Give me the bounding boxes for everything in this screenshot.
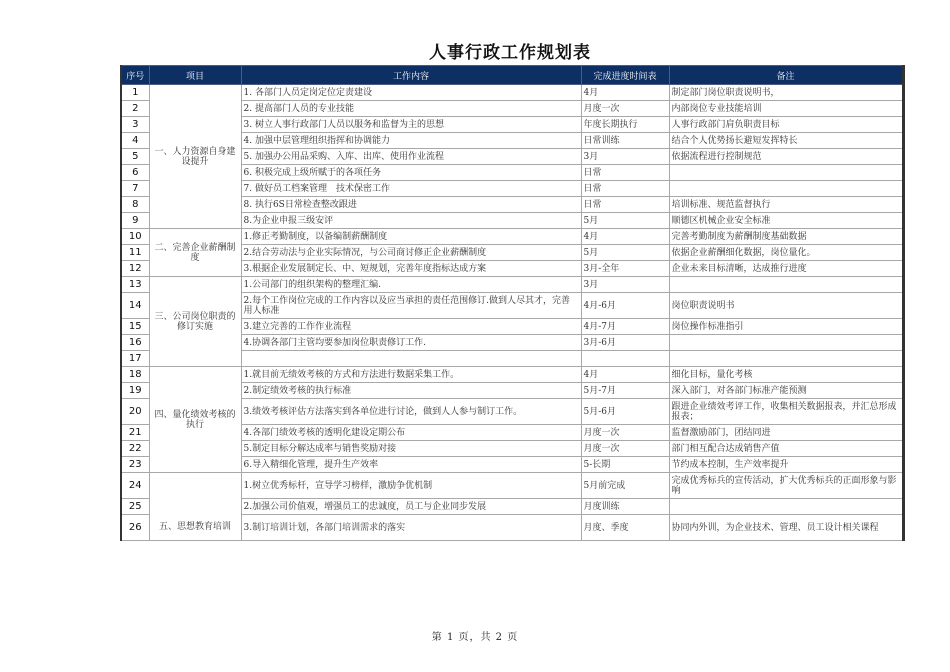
schedule-cell: 5月-6月 xyxy=(581,399,669,425)
note-cell: 部门相互配合达成销售产值 xyxy=(669,441,903,457)
note-cell: 节约成本控制，生产效率提升 xyxy=(669,457,903,473)
schedule-cell: 月度一次 xyxy=(581,425,669,441)
content-cell xyxy=(241,351,581,367)
row-num: 8 xyxy=(121,197,149,213)
header-num: 序号 xyxy=(121,66,149,85)
row-num: 2 xyxy=(121,101,149,117)
row-num: 12 xyxy=(121,261,149,277)
table-row xyxy=(121,473,903,499)
content-cell: 5. 加强办公用品采购、入库、出库、使用作业流程 xyxy=(241,149,581,165)
schedule-cell xyxy=(581,351,669,367)
schedule-cell: 4月-7月 xyxy=(581,319,669,335)
note-cell: 企业未来目标清晰，达成推行进度 xyxy=(669,261,903,277)
table-header-row xyxy=(121,66,903,85)
content-cell: 4.协调各部门主管均要参加岗位职责修订工作. xyxy=(241,335,581,351)
note-cell: 顺德区机械企业安全标准 xyxy=(669,213,903,229)
row-num: 17 xyxy=(121,351,149,367)
content-cell: 2.每个工作岗位完成的工作内容以及应当承担的责任范围修订.做到人尽其才，完善用人标准 xyxy=(241,293,581,319)
content-cell: 4. 加强中层管理组织指挥和协调能力 xyxy=(241,133,581,149)
content-cell: 3.建立完善的工作作业流程 xyxy=(241,319,581,335)
note-cell xyxy=(669,351,903,367)
schedule-cell: 5月-7月 xyxy=(581,383,669,399)
content-cell: 8.为企业申报三级安评 xyxy=(241,213,581,229)
content-cell: 6. 积极完成上级所赋于的各项任务 xyxy=(241,165,581,181)
note-cell: 完成优秀标兵的宣传活动，扩大优秀标兵的正面形象与影响 xyxy=(669,473,903,499)
content-cell: 3.绩效考核评估方法落实到各单位进行讨论，做到人人参与制订工作。 xyxy=(241,399,581,425)
content-cell: 3.制订培训计划，各部门培训需求的落实 xyxy=(241,515,581,541)
note-cell: 人事行政部门肩负职责目标 xyxy=(669,117,903,133)
table-row xyxy=(121,277,903,293)
row-num: 14 xyxy=(121,293,149,319)
category-cell: 一、人力资源自身建设提升 xyxy=(149,85,241,229)
note-cell: 培训标准、规范监督执行 xyxy=(669,197,903,213)
row-num: 20 xyxy=(121,399,149,425)
row-num: 5 xyxy=(121,149,149,165)
header-content: 工作内容 xyxy=(241,66,581,85)
row-num: 23 xyxy=(121,457,149,473)
row-num: 21 xyxy=(121,425,149,441)
note-cell xyxy=(669,181,903,197)
page-footer: 第 1 页，共 2 页 xyxy=(431,632,519,643)
schedule-cell: 日常 xyxy=(581,181,669,197)
schedule-cell: 4月 xyxy=(581,367,669,383)
row-num: 16 xyxy=(121,335,149,351)
header-category: 项目 xyxy=(149,66,241,85)
row-num: 26 xyxy=(121,515,149,541)
schedule-cell: 日常 xyxy=(581,165,669,181)
content-cell: 4.各部门绩效考核的透明化建设定期公布 xyxy=(241,425,581,441)
content-cell: 2.结合劳动法与企业实际情况，与公司商讨修正企业薪酬制度 xyxy=(241,245,581,261)
row-num: 6 xyxy=(121,165,149,181)
note-cell xyxy=(669,335,903,351)
row-num: 1 xyxy=(121,85,149,101)
schedule-cell: 5月前完成 xyxy=(581,473,669,499)
note-cell: 岗位职责说明书 xyxy=(669,293,903,319)
row-num: 18 xyxy=(121,367,149,383)
row-num: 3 xyxy=(121,117,149,133)
page-title: 人事行政工作规划表 xyxy=(429,43,591,63)
schedule-cell: 月度、季度 xyxy=(581,515,669,541)
header-schedule: 完成进度时间表 xyxy=(581,66,669,85)
row-num: 19 xyxy=(121,383,149,399)
note-cell: 细化目标，量化考核 xyxy=(669,367,903,383)
content-cell: 3.根据企业发展制定长、中、短规划，完善年度指标达成方案 xyxy=(241,261,581,277)
content-cell: 1.修正考勤制度，以备编制薪酬制度 xyxy=(241,229,581,245)
note-cell xyxy=(669,499,903,515)
schedule-cell: 3月 xyxy=(581,277,669,293)
content-cell: 1.公司部门的组织架构的整理汇编. xyxy=(241,277,581,293)
row-num: 9 xyxy=(121,213,149,229)
schedule-cell: 3月-6月 xyxy=(581,335,669,351)
note-cell: 深入部门，对各部门标准产能预测 xyxy=(669,383,903,399)
row-num: 25 xyxy=(121,499,149,515)
note-cell: 岗位操作标准指引 xyxy=(669,319,903,335)
note-cell: 结合个人优势扬长避短发挥特长 xyxy=(669,133,903,149)
note-cell: 跟进企业绩效考评工作，收集相关数据报表，并汇总形成报表； xyxy=(669,399,903,425)
schedule-cell: 3月 xyxy=(581,149,669,165)
schedule-cell: 日常 xyxy=(581,197,669,213)
schedule-cell: 4月 xyxy=(581,229,669,245)
schedule-cell: 5月 xyxy=(581,245,669,261)
note-cell xyxy=(669,165,903,181)
content-cell: 6.导入精细化管理，提升生产效率 xyxy=(241,457,581,473)
note-cell: 协同内外训，为企业技术、管理、员工设计相关课程 xyxy=(669,515,903,541)
note-cell: 依据流程进行控制规范 xyxy=(669,149,903,165)
row-num: 13 xyxy=(121,277,149,293)
category-cell: 四、量化绩效考核的执行 xyxy=(149,367,241,473)
category-cell: 三、公司岗位职责的修订实施 xyxy=(149,277,241,367)
row-num: 4 xyxy=(121,133,149,149)
content-cell: 5.制定目标分解达成率与销售奖励对接 xyxy=(241,441,581,457)
content-cell: 2. 提高部门人员的专业技能 xyxy=(241,101,581,117)
schedule-cell: 月度训练 xyxy=(581,499,669,515)
note-cell: 监督激励部门，团结同进 xyxy=(669,425,903,441)
schedule-cell: 5-长期 xyxy=(581,457,669,473)
table-row xyxy=(121,229,903,245)
schedule-cell: 5月 xyxy=(581,213,669,229)
content-cell: 8. 执行6S日常检查整改跟进 xyxy=(241,197,581,213)
schedule-cell: 日常训练 xyxy=(581,133,669,149)
content-cell: 2.加强公司价值观，增强员工的忠诚度，员工与企业同步发展 xyxy=(241,499,581,515)
row-num: 22 xyxy=(121,441,149,457)
note-cell: 制定部门岗位职责说明书， xyxy=(669,85,903,101)
row-num: 7 xyxy=(121,181,149,197)
schedule-cell: 3月-全年 xyxy=(581,261,669,277)
content-cell: 1. 各部门人员定岗定位定责建设 xyxy=(241,85,581,101)
content-cell: 2.制定绩效考核的执行标准 xyxy=(241,383,581,399)
content-cell: 3. 树立人事行政部门人员以服务和监督为主的思想 xyxy=(241,117,581,133)
note-cell: 内部岗位专业技能培训 xyxy=(669,101,903,117)
note-cell xyxy=(669,277,903,293)
content-cell: 1.树立优秀标杆，宣导学习榜样，激励争优机制 xyxy=(241,473,581,499)
row-num: 10 xyxy=(121,229,149,245)
note-cell: 依据企业薪酬细化数据，岗位量化。 xyxy=(669,245,903,261)
schedule-cell: 月度一次 xyxy=(581,101,669,117)
category-cell: 二、完善企业薪酬制度 xyxy=(149,229,241,277)
schedule-cell: 4月-6月 xyxy=(581,293,669,319)
category-label: 五、思想教育培训 xyxy=(158,522,231,532)
row-num: 11 xyxy=(121,245,149,261)
schedule-cell: 月度一次 xyxy=(581,441,669,457)
content-cell: 7. 做好员工档案管理 技术保密工作 xyxy=(241,181,581,197)
work-plan-table xyxy=(120,65,905,541)
content-cell: 1.就目前无绩效考核的方式和方法进行数据采集工作。 xyxy=(241,367,581,383)
schedule-cell: 年度长期执行 xyxy=(581,117,669,133)
category-cell xyxy=(149,473,241,541)
note-cell: 完善考勤制度为薪酬制度基础数据 xyxy=(669,229,903,245)
row-num: 24 xyxy=(121,473,149,499)
schedule-cell: 4月 xyxy=(581,85,669,101)
table-row xyxy=(121,85,903,101)
header-note: 备注 xyxy=(669,66,903,85)
row-num: 15 xyxy=(121,319,149,335)
table-row xyxy=(121,367,903,383)
